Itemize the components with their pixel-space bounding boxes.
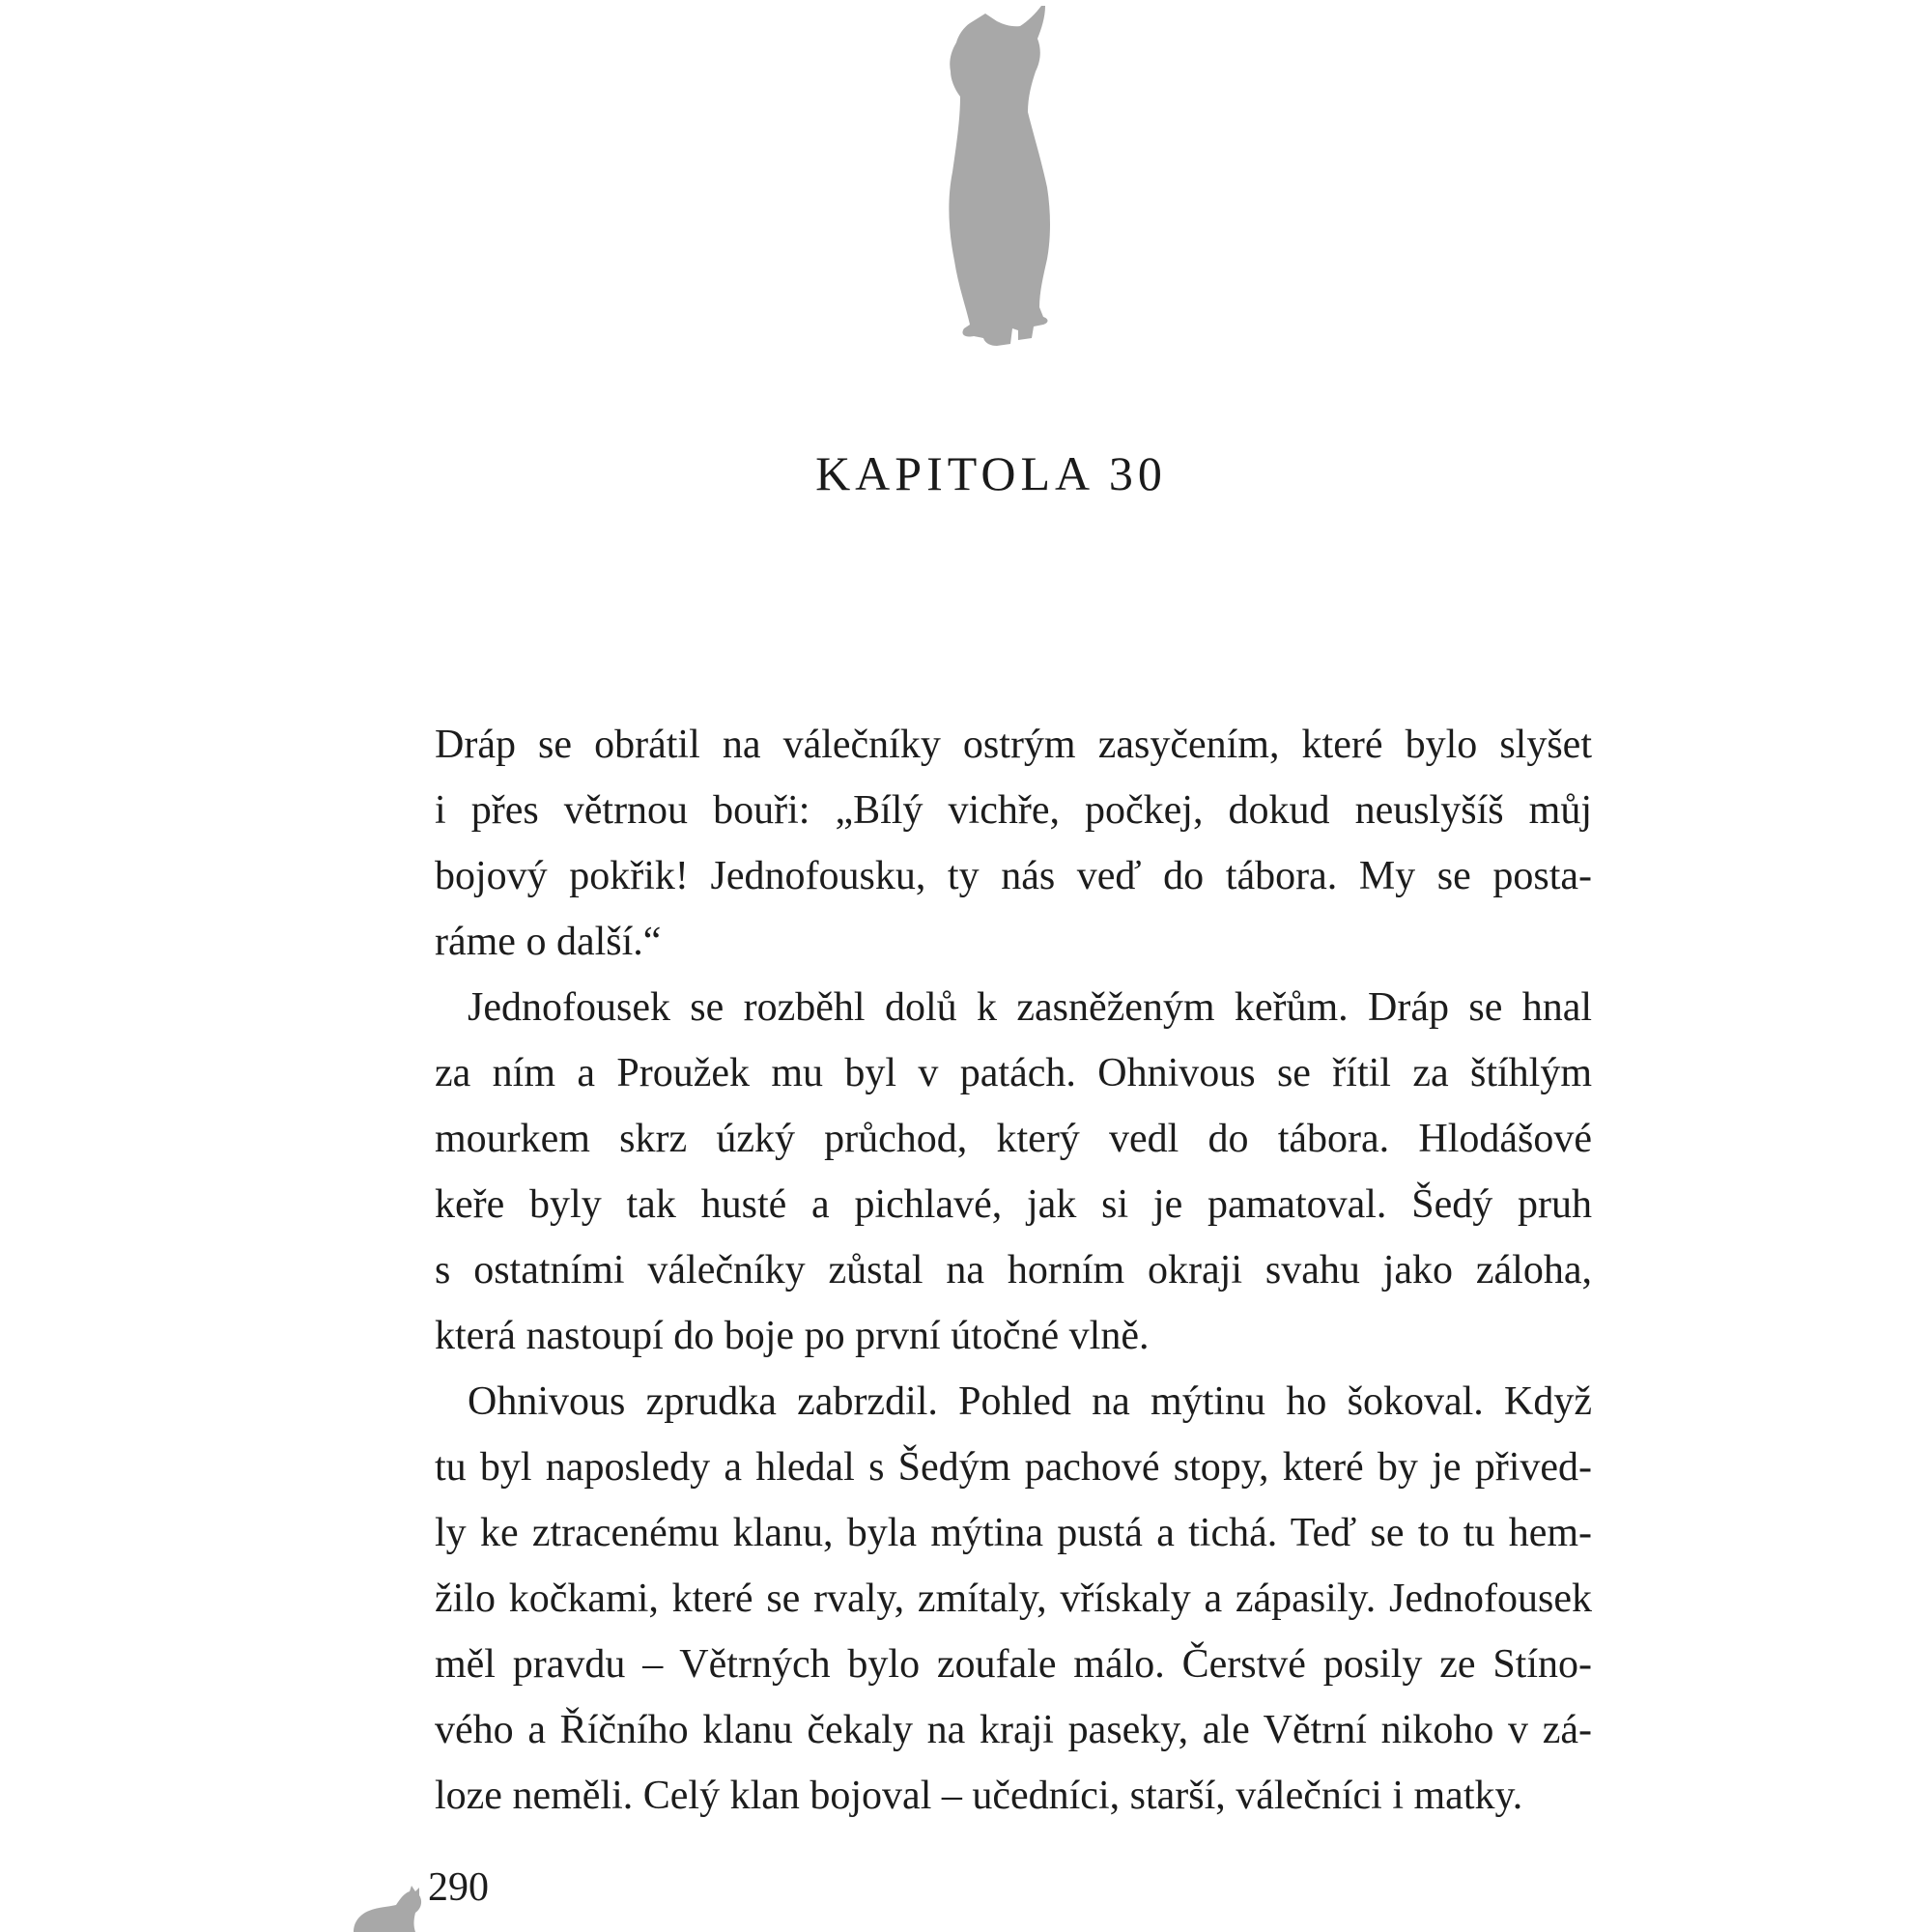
text-line: žilo kočkami, které se rvaly, zmítaly, vřískaly a zápasily. Jednofousek bbox=[435, 1577, 1592, 1621]
body-text bbox=[435, 712, 1592, 1829]
text-line: ly ke ztracenému klanu, byla mýtina pustá a tichá. Teď se to tu hem- bbox=[435, 1511, 1592, 1555]
text-line: loze neměli. Celý klan bojoval – učedníci, starší, válečníci i matky. bbox=[435, 1774, 1523, 1818]
text-line: vého a Říčního klanu čekaly na kraji paseky, ale Větrní nikoho v zá- bbox=[435, 1708, 1592, 1752]
text-line: keře byly tak husté a pichlavé, jak si je pamatoval. Šedý pruh bbox=[435, 1182, 1592, 1227]
chapter-title: KAPITOLA 30 bbox=[815, 446, 1167, 500]
text-line: s ostatními válečníky zůstal na horním okraji svahu jako záloha, bbox=[435, 1248, 1592, 1293]
text-line: ráme o další.“ bbox=[435, 920, 662, 964]
text-line: mourkem skrz úzký průchod, který vedl do tábora. Hlodášové bbox=[435, 1117, 1592, 1161]
text-line: za ním a Proužek mu byl v patách. Ohnivous se řítil za štíhlým bbox=[435, 1051, 1592, 1095]
text-line: i přes větrnou bouři: „Bílý vichře, počkej, dokud neuslyšíš můj bbox=[435, 788, 1592, 833]
text-line: měl pravdu – Větrných bylo zoufale málo. Čerstvé posily ze Stíno- bbox=[435, 1642, 1592, 1687]
text-line: tu byl naposledy a hledal s Šedým pachové stopy, které by je přived- bbox=[435, 1445, 1592, 1490]
page-number: 290 bbox=[428, 1865, 489, 1910]
text-line: Ohnivous zprudka zabrzdil. Pohled na mýtinu ho šokoval. Když bbox=[468, 1379, 1592, 1424]
text-line: Jednofousek se rozběhl dolů k zasněženým keřům. Dráp se hnal bbox=[468, 985, 1592, 1030]
text-line: která nastoupí do boje po první útočné vlně. bbox=[435, 1314, 1150, 1358]
sitting-cat-silhouette-icon bbox=[927, 0, 1111, 355]
text-line: Dráp se obrátil na válečníky ostrým zasyčením, které bylo slyšet bbox=[435, 723, 1592, 767]
crouching-cat-silhouette-icon bbox=[350, 1884, 423, 1932]
text-line: bojový pokřik! Jednofousku, ty nás veď do tábora. My se posta- bbox=[435, 854, 1592, 898]
